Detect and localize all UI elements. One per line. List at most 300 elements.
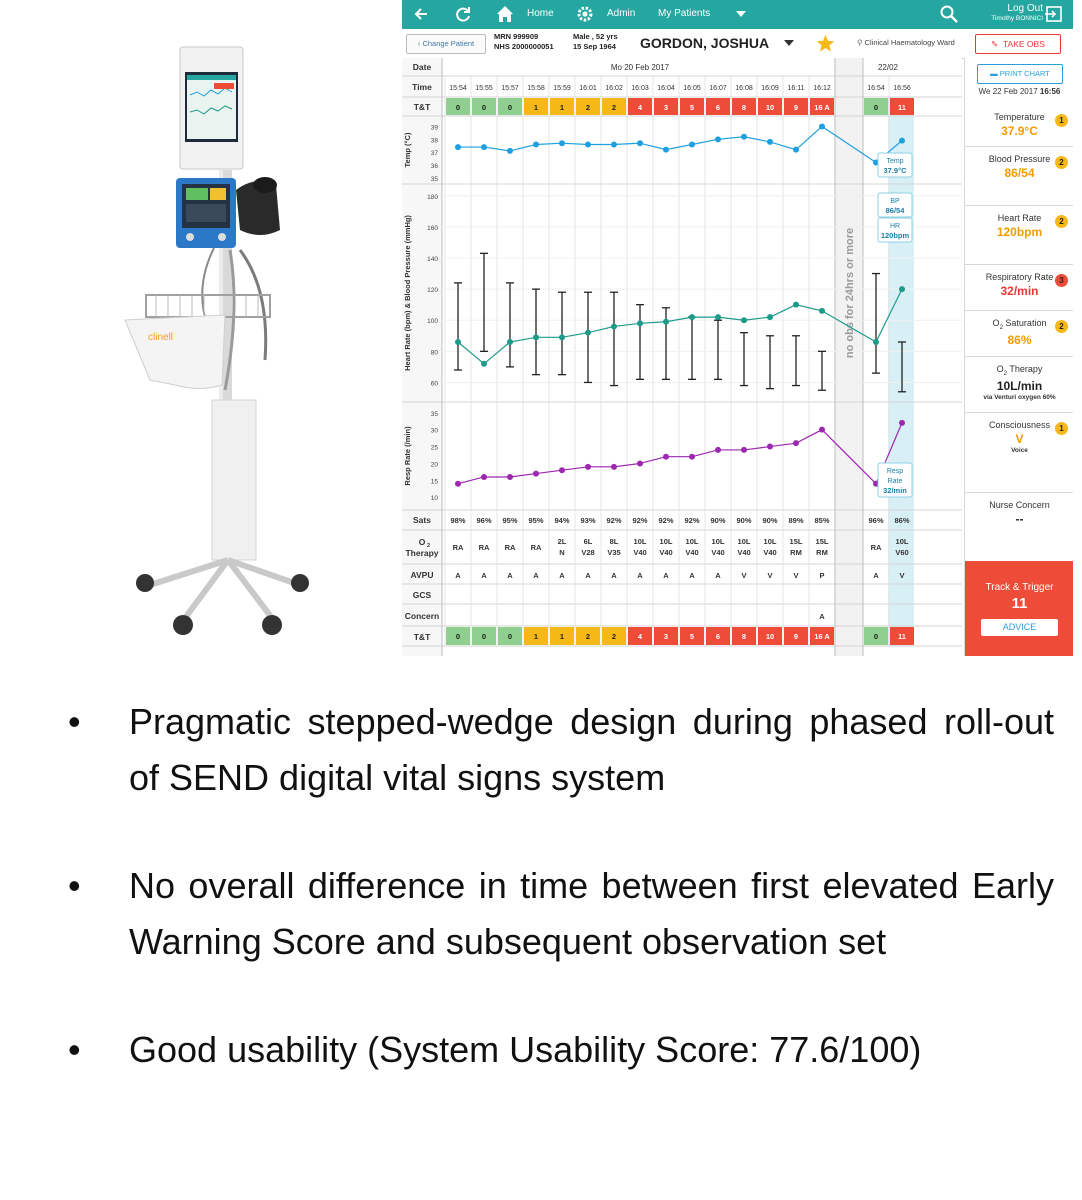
vital-score-badge: 2 [1055,320,1068,333]
time-cell: 16:56 [893,85,911,92]
o2-therapy-cell: 10L [633,537,647,546]
tt-cell: 5 [689,103,695,112]
o2-therapy-device-cell: V40 [763,548,777,557]
resp-rate-point [689,454,695,460]
resp-rate-point [637,460,643,466]
finding-bullet [68,858,1054,970]
vital-value: 37.9°C [1001,124,1038,138]
tt-cell: 0 [455,103,461,112]
patient-header [402,29,1073,59]
vital-card[interactable] [965,146,1073,206]
avpu-cell: A [455,571,461,580]
sats-cell: 92% [632,516,648,525]
resp-rate-point [899,420,905,426]
temp-tick-label: 36 [430,163,438,171]
time-cell: 16:12 [813,85,831,92]
hr-tick-label: 60 [430,380,438,388]
tt-bottom-cell: 1 [533,632,539,641]
row-label-gcs: GCS [412,590,432,600]
print-chart-button[interactable] [977,64,1063,84]
sats-cell: 89% [788,516,804,525]
temp-point [611,141,617,147]
heart-rate-point [741,317,747,323]
observation-chart [402,58,962,656]
resp-rate-point [481,474,487,480]
concern-cell: A [819,612,825,621]
tt-bottom-cell: 1 [559,632,565,641]
o2-therapy-cell: 10L [763,537,777,546]
sats-cell: 95% [528,516,544,525]
hr-tick-label: 80 [430,349,438,357]
o2-therapy-cell: RA [452,543,464,552]
vital-value: 10L/min [996,378,1043,393]
logout-icon[interactable] [1043,3,1065,25]
tt-bottom-cell: 4 [637,632,643,641]
logout-label: Log Out [1007,3,1043,14]
gear-icon[interactable] [574,3,596,25]
sats-cell: 85% [814,516,830,525]
vital-card[interactable] [965,310,1073,357]
time-cell: 15:58 [527,85,545,92]
resp-rate-point [767,444,773,450]
tt-cell: 8 [741,103,747,112]
tt-bottom-cell: 2 [611,632,617,641]
vital-score-badge: 1 [1055,114,1068,127]
vital-value: 32/min [1000,284,1039,298]
time-cell: 15:59 [553,85,571,92]
time-cell: 16:08 [735,85,753,92]
sats-cell: 92% [658,516,674,525]
pencil-icon: ✎ [991,39,999,49]
rr-tick-label: 15 [430,478,438,486]
tt-cell: 2 [611,103,617,112]
patient-nhs: NHS 2000000051 [494,42,554,51]
vital-card[interactable] [965,264,1073,311]
tt-bottom-cell: 3 [663,632,669,641]
take-obs-button[interactable] [975,34,1061,54]
vital-subtext: Voice [1011,447,1028,454]
observation-chart-svg [402,58,962,656]
time-cell: 15:55 [475,85,493,92]
finding-bullet [68,694,1054,806]
avpu-cell: V [767,571,773,580]
temp-point [689,141,695,147]
tt-bottom-cell: 10 [765,632,775,641]
avpu-cell: V [741,571,747,580]
temp-point [793,147,799,153]
tt-bottom-cell: 5 [689,632,695,641]
time-cell: 16:04 [657,85,675,92]
vital-label-prefix: O [996,364,1004,374]
change-patient-label: Change Patient [422,39,475,48]
track-trigger-label: Track & Trigger [985,582,1054,593]
heart-rate-point [585,330,591,336]
findings-list [68,694,1054,1130]
temp-tooltip-line0: Temp [886,158,904,165]
o2-therapy-device-cell: V35 [607,548,621,557]
search-icon[interactable] [938,3,960,25]
o2-therapy-cell: 10L [685,537,699,546]
hr-tick-label: 140 [427,256,438,263]
sats-cell: 90% [762,516,778,525]
o2-therapy-device-cell: V40 [633,548,647,557]
nav-my-patients[interactable]: My Patients [658,8,711,19]
resp-rate-point [611,464,617,470]
vital-value: V [1015,432,1024,446]
time-cell: 16:03 [631,85,649,92]
vital-card[interactable] [965,104,1073,147]
vital-subtext: via Venturi oxygen 60% [983,393,1056,401]
ward-name: Clinical Haematology Ward [864,38,955,47]
row-label-date: Date [412,62,432,72]
avpu-cell: A [533,571,539,580]
vital-signs-monitor-stand-photo [0,0,395,660]
tt-cell: 1 [559,103,565,112]
resp-rate-point [585,464,591,470]
tt-cell: 1 [533,103,539,112]
sats-cell: 98% [450,516,466,525]
tt-cell: 9 [793,103,799,112]
avpu-cell: A [559,571,565,580]
resp-rate-point [663,454,669,460]
sats-cell: 92% [684,516,700,525]
bullet-dot: • [68,1029,81,1070]
vital-value: -- [1015,512,1024,526]
latest-obs-time: 16:56 [1039,87,1061,96]
resp-rate-point [715,447,721,453]
rr-tick-label: 25 [430,444,438,452]
time-cell: 16:11 [787,85,805,92]
temp-tooltip-line1: 37.9°C [883,166,907,175]
vital-label [965,364,1073,377]
tt-cell: 3 [663,103,669,112]
avpu-cell: A [637,571,643,580]
vital-score-badge: 2 [1055,156,1068,169]
rr-tooltip-line1: Rate [887,478,903,485]
o2-therapy-device-cell: V40 [685,548,699,557]
avpu-cell: A [663,571,669,580]
temp-point [637,140,643,146]
vital-card[interactable] [965,492,1073,562]
resp-rate-point [741,447,747,453]
o2-therapy-cell: RA [870,543,882,552]
o2-therapy-cell: 15L [815,537,829,546]
logout-button[interactable] [991,4,1043,24]
vital-label: Nurse Concern [989,500,1050,510]
take-obs-label: TAKE OBS [1002,39,1045,49]
vital-card[interactable] [965,356,1073,413]
vital-label: Consciousness [988,420,1051,430]
avpu-cell: A [689,571,695,580]
o2-therapy-cell: RA [530,543,542,552]
bullet-dot: • [68,865,81,906]
temp-point [455,144,461,150]
time-cell: 16:02 [605,85,623,92]
time-cell: 16:07 [709,85,727,92]
tt-cell: 11 [898,103,906,112]
temp-point [899,138,905,144]
tt-cell: 0 [481,103,487,112]
temp-point [819,123,825,129]
vital-value: 86% [1007,332,1032,347]
row-label-avpu: AVPU [410,570,434,580]
temp-point [507,148,513,154]
resp-rate-point [533,471,539,477]
tt-bottom-cell: 0 [481,632,487,641]
vital-score-badge: 2 [1055,215,1068,228]
sats-cell: 94% [554,516,570,525]
print-chart-label: PRINT CHART [999,69,1050,78]
o2-therapy-cell: 10L [711,537,725,546]
vital-label-prefix: O [992,318,1000,328]
axis-title-rr: Resp Rate (/min) [403,426,412,486]
o2-therapy-device-cell: V28 [581,548,595,557]
sats-cell: 86% [894,516,910,525]
no-obs-gap-note: no obs for 24hrs or more [844,227,856,359]
tt-cell: 4 [637,103,643,112]
heart-rate-point [767,314,773,320]
send-app-screenshot [402,0,1073,656]
temp-point [663,147,669,153]
avpu-cell: V [899,571,905,580]
heart-rate-point [819,308,825,314]
vital-score-badge: 3 [1055,274,1068,287]
tt-bottom-cell: 0 [507,632,513,641]
tt-bottom-cell: 16 A [814,632,830,641]
heart-rate-point [559,334,565,340]
patient-chevron-down-icon[interactable] [784,40,794,47]
o2-therapy-device-cell: N [559,548,565,557]
patient-name: GORDON, JOSHUA [640,35,770,51]
o2-therapy-cell: 8L [609,537,619,546]
chevron-down-icon[interactable] [736,11,746,18]
heart-rate-point [611,323,617,329]
rr-tick-label: 30 [430,427,438,435]
heart-rate-point [663,319,669,325]
change-patient-button[interactable]: ‹ Change Patient [406,34,486,54]
temp-tick-label: 39 [430,124,438,132]
advice-button[interactable]: ADVICE [981,619,1058,636]
bp-tooltip-line1: 86/54 [885,206,905,215]
o2-therapy-cell: 10L [737,537,751,546]
hr-tick-label: 100 [427,318,438,326]
sats-cell: 92% [606,516,622,525]
time-cell: 16:09 [761,85,779,92]
printer-icon: ▬ [990,69,998,78]
hr-tick-label: 120 [427,287,438,295]
o2-therapy-device-cell: RM [790,548,802,557]
date-header-day1: Mo 20 Feb 2017 [610,63,670,72]
o2-therapy-cell: RA [504,543,516,552]
heart-rate-point [507,339,513,345]
bullet-dot: • [68,701,81,742]
finding-bullet [68,1022,1054,1078]
axis-title-hrbp: Heart Rate (bpm) & Blood Pressure (mmHg) [403,215,412,371]
top-nav-bar [402,0,1073,29]
row-label-tt: T&T [413,102,431,112]
temp-point [715,136,721,142]
hr-tooltip-line1: 120bpm [880,231,910,240]
heart-rate-point [873,339,879,345]
temp-tick-label: 38 [430,137,438,145]
rr-tooltip-line2: 32/min [883,486,907,495]
avpu-cell: A [481,571,487,580]
row-label-time: Time [412,82,432,92]
o2-therapy-device-cell: V40 [659,548,673,557]
heart-rate-point [689,314,695,320]
nav-admin[interactable]: Admin [607,8,636,19]
track-trigger-score: 11 [1011,595,1028,612]
resp-rate-point [819,427,825,433]
temp-tick-label: 35 [430,176,438,183]
date-header-day3: 22/02 [877,63,899,72]
vital-label-text: Therapy [1009,364,1043,374]
o2-therapy-cell: 10L [895,537,909,546]
avpu-cell: A [585,571,591,580]
tt-cell: 10 [765,103,775,112]
tt-cell: 16 A [814,103,830,112]
temp-point [767,139,773,145]
o2-therapy-cell: 15L [789,537,803,546]
nav-home[interactable]: Home [527,8,554,19]
time-cell: 15:57 [501,85,519,92]
temp-point [741,134,747,140]
o2-therapy-cell: RA [478,543,490,552]
sats-cell: 95% [502,516,518,525]
vital-label: Respiratory Rate [985,272,1054,282]
o2-therapy-device-cell: V40 [737,548,751,557]
hr-tick-label: 160 [427,224,438,232]
latest-obs-date: We 22 Feb 2017 [978,87,1038,96]
row-label-o2-subscript: 2 [427,543,431,549]
vital-label: Temperature [994,112,1045,122]
finding-text: No overall difference in time between first elevated Early Warning Score and subsequent observation set [129,865,1054,962]
temp-point [533,141,539,147]
avpu-cell: A [507,571,513,580]
temp-tick-label: 37 [430,150,438,158]
star-icon[interactable] [816,34,835,53]
axis-title-temp: Temp (°C) [403,132,412,168]
hr-tooltip-line0: HR [889,223,901,230]
vital-value: 120bpm [996,225,1043,239]
heart-rate-point [793,302,799,308]
heart-rate-point [455,339,461,345]
tt-bottom-cell: 8 [741,632,747,641]
avpu-cell: A [715,571,721,580]
o2-therapy-device-cell: RM [816,548,828,557]
heart-rate-point [481,361,487,367]
patient-sex-age: Male , 52 yrs [573,32,618,41]
time-cell: 15:54 [449,85,467,92]
heart-rate-point [637,320,643,326]
location-pin-icon: ⚲ [857,38,863,47]
tt-cell: 0 [507,103,513,112]
sats-cell: 96% [868,516,884,525]
tt-bottom-cell: 9 [793,632,799,641]
vital-label: Heart Rate [997,213,1042,223]
resp-rate-point [559,467,565,473]
heart-rate-point [715,314,721,320]
sats-cell: 93% [580,516,596,525]
heart-rate-point [533,334,539,340]
row-label-sats: Sats [413,515,431,525]
tt-bottom-cell: 0 [455,632,461,641]
latest-obs-datetime [965,87,1073,96]
hr-tick-label: 180 [427,193,438,201]
tt-cell: 2 [585,103,591,112]
avpu-cell: A [873,571,879,580]
resp-rate-point [455,481,461,487]
vital-value: 86/54 [1004,166,1035,180]
vital-card[interactable] [965,205,1073,265]
time-cell: 16:54 [867,85,885,92]
avpu-cell: P [819,571,825,580]
rr-tick-label: 10 [430,495,438,503]
vital-label: Blood Pressure [988,154,1051,164]
tt-bottom-cell: 2 [585,632,591,641]
rr-tooltip-line0: Resp [886,468,904,475]
row-label-o2-therapy: Therapy [405,548,439,558]
vital-label-subscript: 2 [999,324,1003,331]
finding-text: Pragmatic stepped-wedge design during phased roll-out of SEND digital vital signs system [129,701,1054,798]
o2-therapy-cell: 6L [583,537,593,546]
device-brand-label: clinell [148,332,174,343]
home-icon[interactable] [494,3,516,25]
row-label-o2-prefix: O [418,537,426,547]
o2-therapy-cell: 10L [659,537,673,546]
avpu-cell: V [793,571,799,580]
time-cell: 16:05 [683,85,701,92]
tt-cell: 6 [715,103,721,112]
temp-point [559,140,565,146]
tt-bottom-cell: 6 [715,632,721,641]
track-trigger-panel [965,561,1073,656]
patient-mrn: MRN 999909 [494,32,539,41]
patient-dob: 15 Sep 1964 [573,42,616,51]
rr-tick-label: 20 [430,461,438,469]
tt-bottom-cell: 11 [898,632,906,641]
row-label-concern: Concern [404,611,440,621]
rr-tick-label: 35 [430,410,438,418]
finding-text: Good usability (System Usability Score: 77.6/100) [129,1029,922,1070]
vital-score-badge: 1 [1055,422,1068,435]
time-cell: 16:01 [579,85,597,92]
tt-bottom-cell: 0 [873,632,879,641]
o2-therapy-device-cell: V60 [895,548,909,557]
row-label-tt-bottom: T&T [413,632,431,642]
o2-therapy-cell: 2L [557,537,567,546]
resp-rate-point [793,440,799,446]
resp-rate-point [507,474,513,480]
vital-label-text: Saturation [1005,318,1047,328]
tt-cell: 0 [873,103,879,112]
temp-point [481,144,487,150]
refresh-icon[interactable] [452,3,474,25]
heart-rate-point [899,286,905,292]
sats-cell: 90% [736,516,752,525]
avpu-cell: A [611,571,617,580]
vital-card[interactable] [965,412,1073,493]
back-arrow-icon[interactable] [410,3,432,25]
latest-obs-sidebar [964,58,1073,656]
user-name: Timothy BONNICI [991,15,1043,22]
sats-cell: 90% [710,516,726,525]
sats-cell: 96% [476,516,492,525]
bp-tooltip-line0: BP [890,198,900,205]
o2-therapy-device-cell: V40 [711,548,725,557]
vital-label-subscript: 2 [1003,370,1007,377]
temp-point [585,141,591,147]
